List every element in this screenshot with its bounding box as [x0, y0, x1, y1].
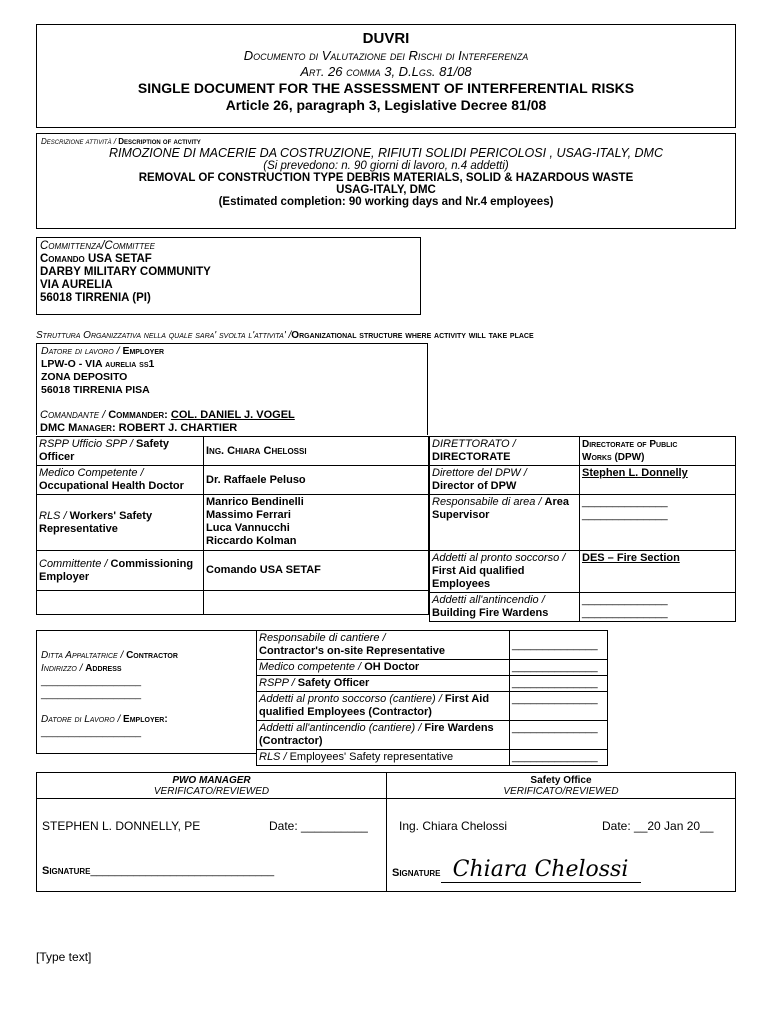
- safety-name: Ing. Chiara Chelossi: [399, 819, 508, 833]
- header-box: [36, 24, 736, 128]
- doc-title: DUVRI: [362, 30, 410, 47]
- en-title: SINGLE DOCUMENT FOR THE ASSESSMENT OF INTERFERENTIAL RISKS: [137, 80, 635, 96]
- employer-block: Datore di lavoro / Employer LPW-O - VIA aurelia ss1 ZONA DEPOSITO 56018 TIRRENIA PISA: [36, 343, 428, 435]
- activity-box: [36, 133, 736, 229]
- committee-line2: DARBY MILITARY COMMUNITY: [40, 266, 211, 278]
- footer-text: [Type text]: [36, 950, 92, 964]
- contractor-box: Ditta Appaltatrice / Contractor Indirizzo / Address __________________ __________________ Datore di Lavoro / Employer: __________________: [36, 630, 257, 754]
- committee-label: Committenza/Committee: [40, 240, 155, 252]
- signoff-table: [36, 772, 736, 892]
- org-left-table: RSPP Ufficio SPP / Safety Officer Ing. Chiara Chelossi Medico Competente / Occupational Health Doctor Dr. Raffaele Peluso RLS / Workers' Safety Representative Manrico Bendinelli Massimo Ferrari Luca Vannucchi Riccardo Kolman Committente / Commissioning Employer Comando USA SETAF: [36, 436, 429, 615]
- en-reference: Article 26, paragraph 3, Legislative Decree 81/08: [225, 97, 547, 113]
- contractor-table: Responsabile di cantiere / Contractor's on-site Representative ______________ Medico competente / OH Doctor ______________ RSPP / Safety Officer ______________ Addetti al pronto soccorso (cantiere) / First Aid qualified Employees (Contractor) ______________ Addetti all'antincendio (cantiere) / Fire Wardens (Contractor) ______________ RLS / Employees' Safety representative ______________: [256, 630, 608, 766]
- pwo-date[interactable]: Date: __________: [269, 819, 368, 833]
- committee-box: [36, 237, 421, 315]
- pwo-signature-field[interactable]: Signature______________________________: [42, 865, 275, 877]
- activity-en-note: (Estimated completion: 90 working days and Nr.4 employees): [218, 196, 554, 208]
- committee-line4: 56018 TIRRENIA (PI): [40, 292, 151, 304]
- safety-signature-field[interactable]: Signature Chiara Chelossi: [392, 857, 641, 883]
- committee-line1a: Comando: [40, 253, 85, 265]
- it-subtitle: Documento di Valutazione dei Rischi di Interferenza: [243, 48, 529, 63]
- org-structure: [36, 343, 736, 619]
- committee-line1b: USA SETAF: [84, 253, 152, 265]
- activity-label: Descrizione attività / Description of activity: [41, 137, 201, 146]
- commander-block: Comandante / Commander: COL. DANIEL J. VOGEL DMC Manager: ROBERT J. CHARTIER: [40, 409, 295, 434]
- handwritten-signature: Chiara Chelossi: [441, 857, 641, 883]
- safety-sub: VERIFICATO/REVIEWED: [503, 786, 619, 797]
- committee-line3: VIA AURELIA: [40, 279, 113, 291]
- activity-it-line: RIMOZIONE DI MACERIE DA COSTRUZIONE, RIFIUTI SOLIDI PERICOLOSI , USAG-ITALY, DMC: [108, 146, 663, 160]
- safety-date[interactable]: Date: __20 Jan 20__: [602, 819, 714, 833]
- safety-title: Safety Office: [530, 775, 592, 786]
- activity-en-line2: USAG-ITALY, DMC: [336, 184, 436, 196]
- activity-en-line1: REMOVAL OF CONSTRUCTION TYPE DEBRIS MATERIALS, SOLID & HAZARDOUS WASTE: [138, 172, 634, 184]
- it-reference: Art. 26 comma 3, D.Lgs. 81/08: [300, 64, 472, 79]
- org-heading: Struttura Organizzativa nella quale sara' svolta l'attivita' /Organizational structure where activity will take place: [36, 330, 534, 341]
- activity-it-note: (Si prevedono: n. 90 giorni di lavoro, n.4 addetti): [263, 160, 509, 172]
- org-right-table: DIRETTORATO / DIRECTORATE Directorate of Public Works (DPW) Direttore del DPW / Director of DPW Stephen L. Donnelly Responsabile di area / Area Supervisor ______________ ______________ Addetti al pronto soccorso / First Aid qualified Employees DES – Fire Section Addetti all'antincendio / Building Fire Wardens ______________ ______________: [429, 436, 736, 622]
- pwo-sub: VERIFICATO/REVIEWED: [153, 786, 270, 797]
- pwo-title: PWO MANAGER: [172, 775, 251, 786]
- pwo-name: STEPHEN L. DONNELLY, PE: [42, 819, 201, 833]
